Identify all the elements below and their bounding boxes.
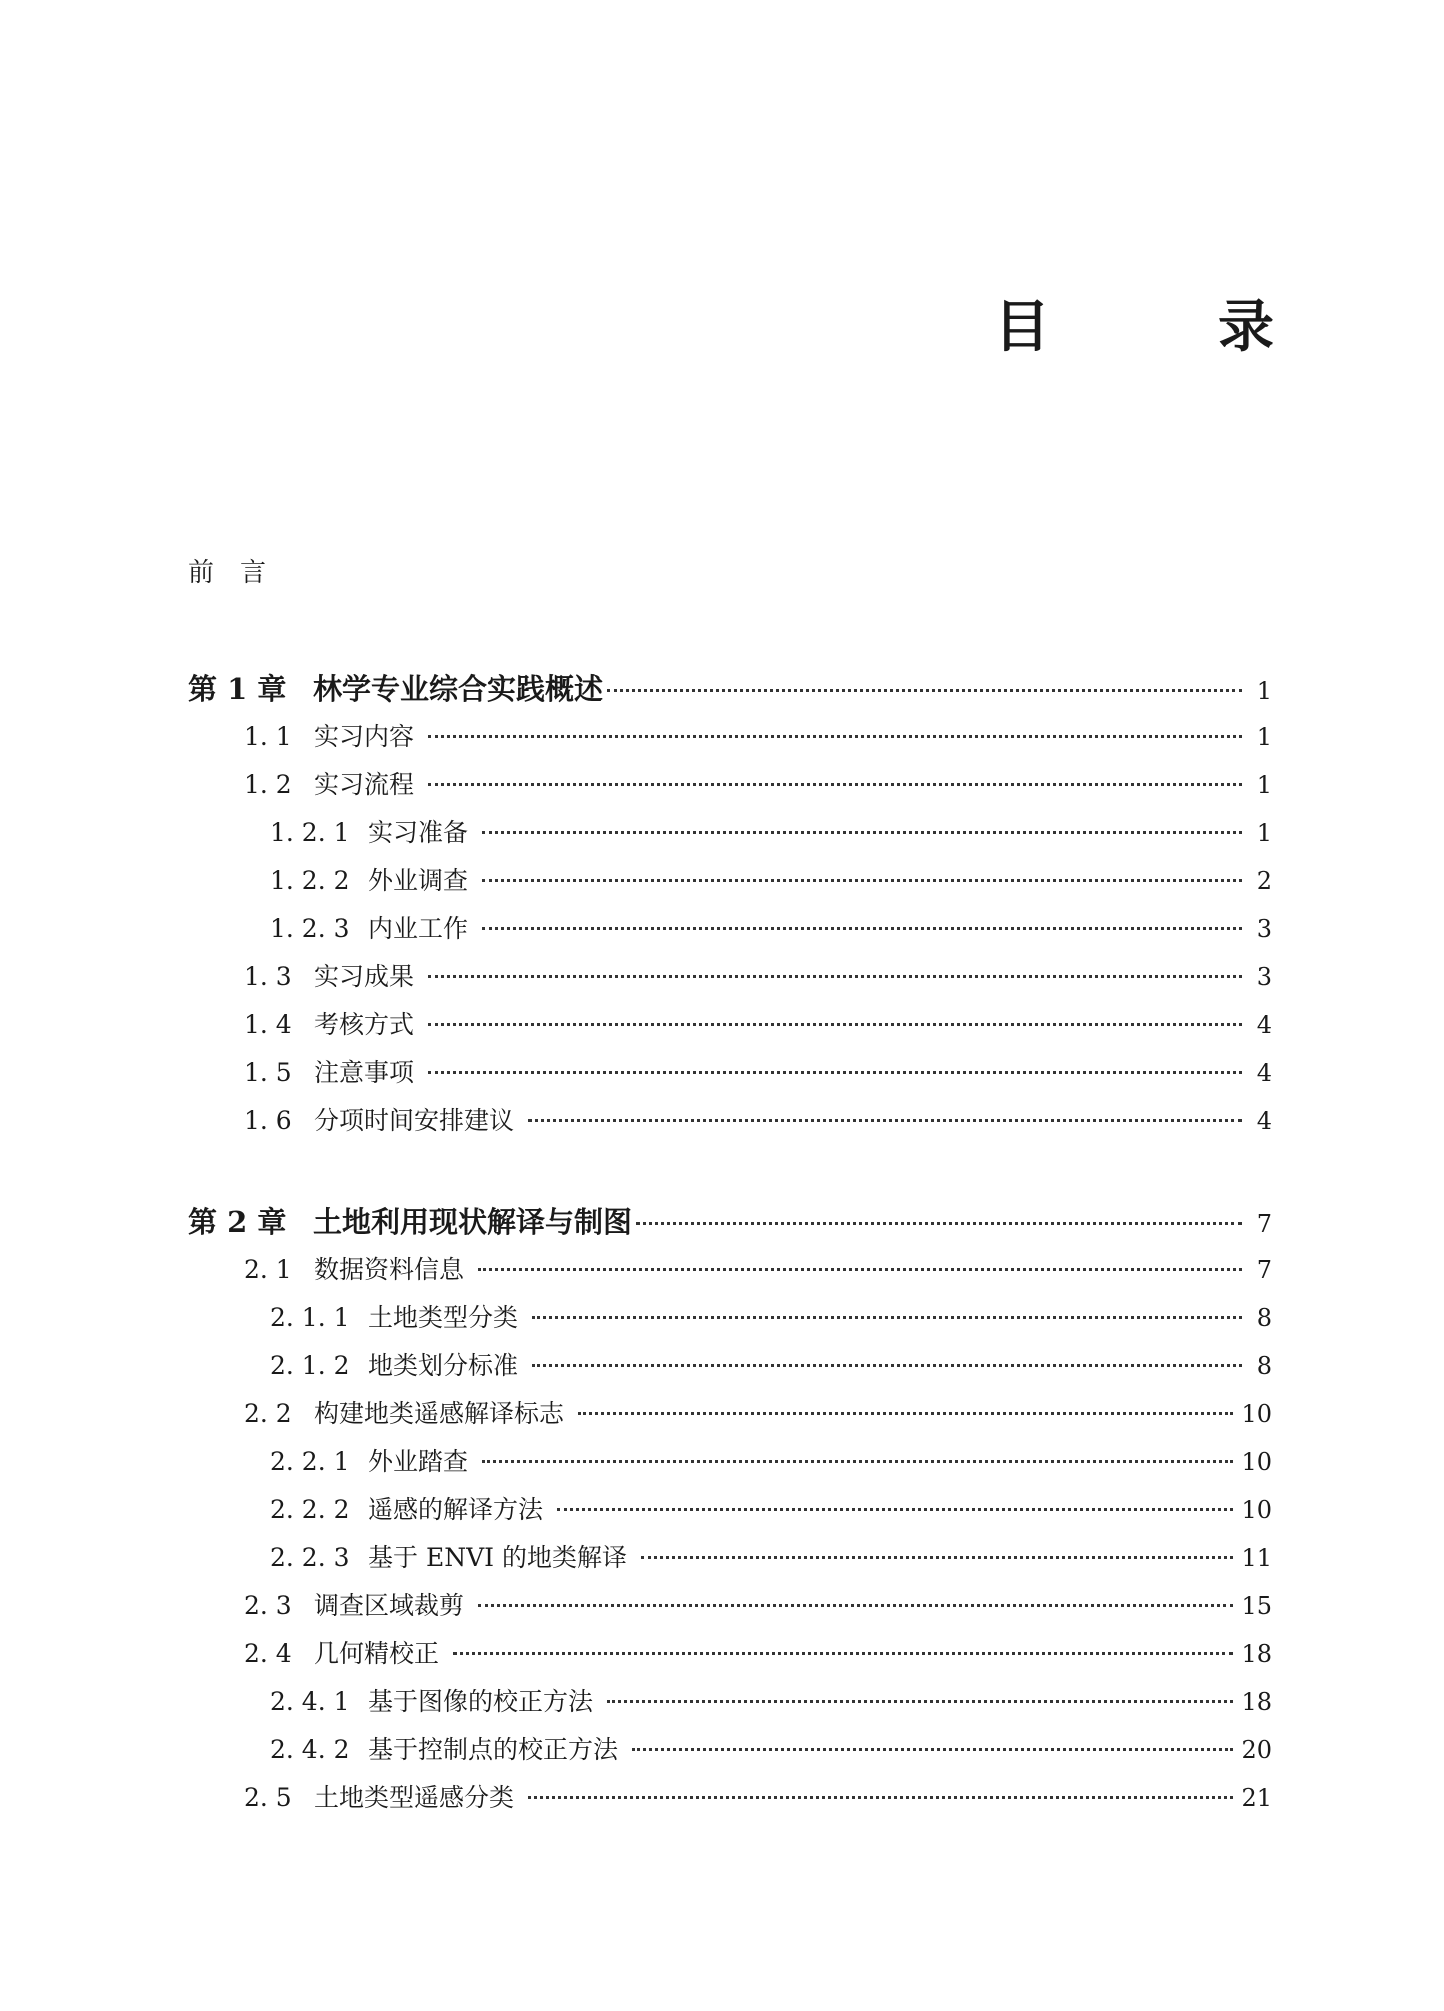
toc-page-number: 8 (1256, 1304, 1272, 1332)
toc-entry-row[interactable] (188, 1438, 1272, 1486)
toc-page-number: 18 (1241, 1688, 1272, 1716)
toc-entry-row[interactable] (188, 761, 1272, 809)
toc-page-number: 10 (1241, 1448, 1272, 1476)
toc-entry-row[interactable] (188, 1774, 1272, 1822)
toc-page-number: 8 (1256, 1352, 1272, 1380)
toc-number: 1. 6 (244, 1106, 292, 1135)
dot-leader (532, 1364, 1242, 1367)
dot-leader (578, 1412, 1233, 1415)
toc-page-number: 18 (1241, 1640, 1272, 1668)
dot-leader (532, 1316, 1242, 1319)
toc-title: 实习流程 (314, 770, 415, 799)
toc-number: 2. 1. 1 (270, 1303, 350, 1332)
toc-entry-row[interactable] (188, 1001, 1272, 1049)
toc-number: 2. 4. 1 (270, 1687, 350, 1716)
toc-title: 实习准备 (368, 818, 469, 847)
toc-number: 1. 2. 2 (270, 866, 350, 895)
dot-leader (428, 975, 1242, 978)
toc-title: 实习成果 (314, 962, 415, 991)
toc-page-number: 15 (1241, 1592, 1272, 1620)
toc-entry-row[interactable] (188, 905, 1272, 953)
dot-leader (607, 689, 1242, 692)
dot-leader (632, 1748, 1233, 1751)
toc-entry-row[interactable] (188, 1294, 1272, 1342)
toc-title: 林学专业综合实践概述 (313, 672, 604, 706)
toc-title: 基于图像的校正方法 (368, 1687, 594, 1716)
toc-title: 土地类型遥感分类 (314, 1783, 515, 1812)
toc-number: 1. 1 (244, 722, 292, 751)
toc-page-number: 7 (1256, 1210, 1272, 1238)
toc-title: 几何精校正 (314, 1639, 440, 1668)
toc-entry-row[interactable] (188, 809, 1272, 857)
toc-page-number: 3 (1256, 963, 1272, 991)
toc-entry-row[interactable] (188, 713, 1272, 761)
dot-leader (528, 1119, 1242, 1122)
toc-page-number: 2 (1256, 867, 1272, 895)
page-title: 目 录 (994, 295, 1274, 360)
toc-title: 地类划分标准 (368, 1351, 519, 1380)
toc-number: 1. 4 (244, 1010, 292, 1039)
toc-number: 1. 3 (244, 962, 292, 991)
toc-title: 构建地类遥感解译标志 (314, 1399, 565, 1428)
toc-number: 1. 5 (244, 1058, 292, 1087)
preface-entry[interactable]: 前 言 (188, 558, 267, 588)
toc-page-number: 1 (1256, 819, 1272, 847)
toc-page-number: 4 (1256, 1059, 1272, 1087)
dot-leader (636, 1222, 1242, 1225)
toc-list (188, 1198, 1272, 1822)
toc-number: 2. 3 (244, 1591, 292, 1620)
toc-entry-row[interactable] (188, 1486, 1272, 1534)
dot-leader (428, 1071, 1242, 1074)
toc-entry-row[interactable] (188, 857, 1272, 905)
toc-title: 数据资料信息 (314, 1255, 465, 1284)
toc-chapter-row[interactable] (188, 1198, 1272, 1246)
toc-number: 2. 4 (244, 1639, 292, 1668)
toc-list (188, 665, 1272, 1145)
toc-title: 外业踏查 (368, 1447, 469, 1476)
toc-chapter-2 (188, 1198, 1272, 1822)
toc-title: 分项时间安排建议 (314, 1106, 515, 1135)
toc-number: 1. 2 (244, 770, 292, 799)
toc-page-number: 4 (1256, 1107, 1272, 1135)
toc-page-number: 20 (1241, 1736, 1272, 1764)
dot-leader (557, 1508, 1233, 1511)
dot-leader (482, 927, 1242, 930)
toc-number: 2. 4. 2 (270, 1735, 350, 1764)
toc-page-number: 1 (1256, 723, 1272, 751)
toc-number: 第 1 章 (188, 672, 287, 706)
dot-leader (641, 1556, 1234, 1559)
dot-leader (478, 1604, 1233, 1607)
dot-leader (428, 783, 1242, 786)
toc-entry-row[interactable] (188, 1630, 1272, 1678)
toc-title: 内业工作 (368, 914, 469, 943)
toc-chapter-row[interactable] (188, 665, 1272, 713)
toc-entry-row[interactable] (188, 1534, 1272, 1582)
toc-page-number: 11 (1241, 1544, 1272, 1572)
dot-leader (482, 879, 1242, 882)
dot-leader (478, 1268, 1242, 1271)
toc-entry-row[interactable] (188, 1678, 1272, 1726)
toc-page-number: 4 (1256, 1011, 1272, 1039)
toc-entry-row[interactable] (188, 1582, 1272, 1630)
toc-title: 土地类型分类 (368, 1303, 519, 1332)
toc-entry-row[interactable] (188, 1097, 1272, 1145)
toc-number: 2. 5 (244, 1783, 292, 1812)
dot-leader (428, 735, 1242, 738)
toc-entry-row[interactable] (188, 1049, 1272, 1097)
toc-number: 2. 2. 3 (270, 1543, 350, 1572)
toc-title: 基于 ENVI 的地类解译 (368, 1543, 627, 1572)
toc-number: 第 2 章 (188, 1205, 287, 1239)
dot-leader (453, 1652, 1233, 1655)
toc-page-number: 10 (1241, 1400, 1272, 1428)
toc-entry-row[interactable] (188, 1246, 1272, 1294)
toc-page-number: 3 (1256, 915, 1272, 943)
toc-number: 2. 1 (244, 1255, 292, 1284)
toc-title: 实习内容 (314, 722, 415, 751)
toc-page-number: 1 (1256, 771, 1272, 799)
toc-number: 2. 2 (244, 1399, 292, 1428)
toc-entry-row[interactable] (188, 1726, 1272, 1774)
dot-leader (482, 831, 1242, 834)
toc-page-number: 21 (1241, 1784, 1272, 1812)
toc-title: 外业调查 (368, 866, 469, 895)
toc-number: 2. 2. 2 (270, 1495, 350, 1524)
dot-leader (607, 1700, 1233, 1703)
toc-page-number: 7 (1256, 1256, 1272, 1284)
toc-chapter-1 (188, 665, 1272, 1145)
toc-title: 基于控制点的校正方法 (368, 1735, 619, 1764)
toc-title: 土地利用现状解译与制图 (313, 1205, 633, 1239)
toc-number: 2. 2. 1 (270, 1447, 350, 1476)
toc-entry-row[interactable] (188, 1390, 1272, 1438)
toc-number: 2. 1. 2 (270, 1351, 350, 1380)
toc-title: 遥感的解译方法 (368, 1495, 544, 1524)
dot-leader (482, 1460, 1233, 1463)
toc-page-number: 10 (1241, 1496, 1272, 1524)
toc-page-number: 1 (1256, 677, 1272, 705)
dot-leader (428, 1023, 1242, 1026)
toc-title: 注意事项 (314, 1058, 415, 1087)
dot-leader (528, 1796, 1233, 1799)
toc-title: 考核方式 (314, 1010, 415, 1039)
toc-number: 1. 2. 1 (270, 818, 350, 847)
toc-number: 1. 2. 3 (270, 914, 350, 943)
toc-entry-row[interactable] (188, 953, 1272, 1001)
toc-title: 调查区域裁剪 (314, 1591, 465, 1620)
toc-entry-row[interactable] (188, 1342, 1272, 1390)
